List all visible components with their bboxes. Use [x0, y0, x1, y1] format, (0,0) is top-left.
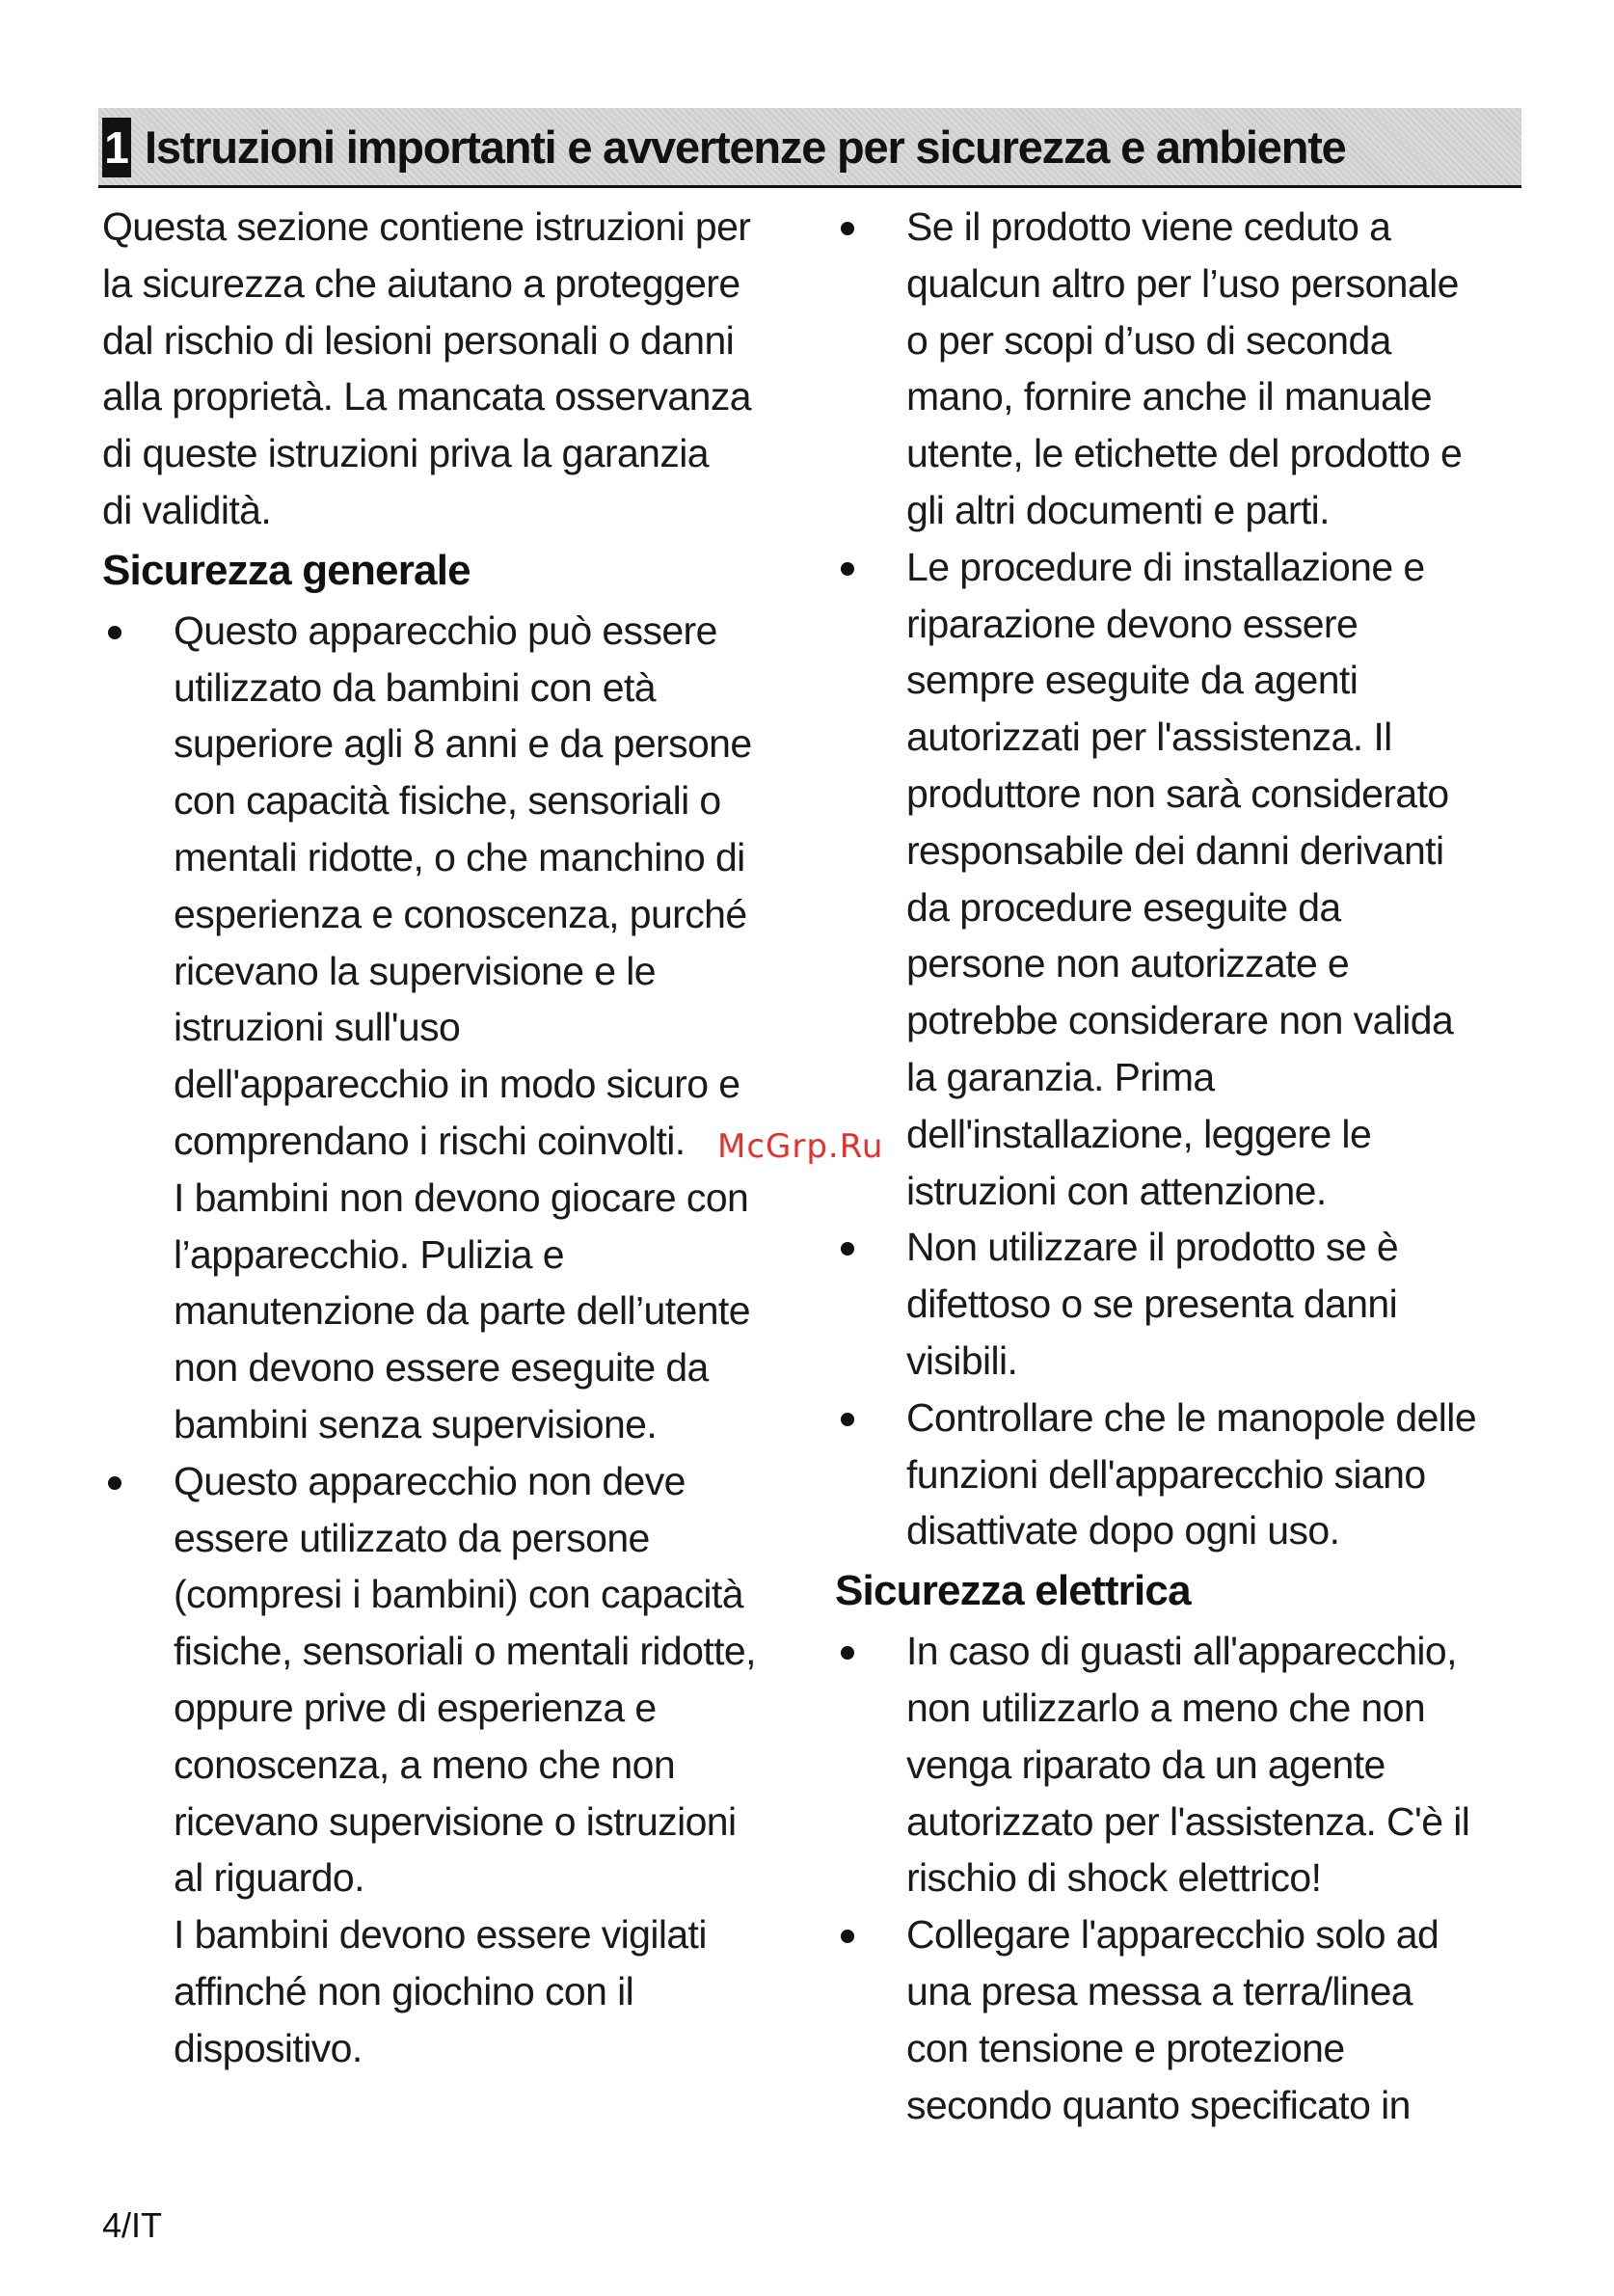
- list-item: Questo apparecchio può essere utilizzato da bambini con età superiore agli 8 anni e da persone con capacità fisiche, sensoriali o mentali ridotte, o che manchino di esperienza e conoscenza, purché ricevano la supervisione e le istruzioni sull'uso dell'apparecchio in modo sicuro e comprendano i rischi coinvolti. I bambini non devono giocare con l’apparecchio. Pulizia e manutenzione da parte dell’utente non devono essere eseguite da bambini senza supervisione.: [102, 603, 796, 1453]
- intro-paragraph: Questa sezione contiene istruzioni per la sicurezza che aiutano a proteggere dal rischio di lesioni personali o danni alla proprietà. La mancata osservanza di queste istruzioni priva la garanzia di validità.: [102, 204, 751, 532]
- electrical-safety-list: [835, 1623, 1525, 2133]
- section-title: Istruzioni importanti e avvertenze per sicurezza e ambiente: [145, 122, 1346, 173]
- watermark-text: McGrp.Ru: [717, 1127, 884, 1166]
- general-safety-heading: Sicurezza generale: [102, 546, 471, 594]
- left-column: [102, 199, 796, 2077]
- list-item: Le procedure di installazione e riparazione devono essere sempre eseguite da agenti autorizzati per l'assistenza. Il produttore non sarà considerato responsabile dei danni derivanti da procedure eseguite da persone non autorizzate e potrebbe considerare non valida la garanzia. Prima dell'installazione, leggere le istruzioni con attenzione.: [835, 539, 1525, 1220]
- list-item: Collegare l'apparecchio solo ad una presa messa a terra/linea con tensione e protezione secondo quanto specificato in: [835, 1906, 1525, 2133]
- list-item: Questo apparecchio non deve essere utilizzato da persone (compresi i bambini) con capacità fisiche, sensoriali o mentali ridotte, oppure prive di esperienza e conoscenza, a meno che non ricevano supervisione o istruzioni al riguardo. I bambini devono essere vigilati affinché non giochino con il dispositivo.: [102, 1453, 796, 2077]
- list-item: Controllare che le manopole delle funzioni dell'apparecchio siano disattivate dopo ogni uso.: [835, 1390, 1525, 1559]
- list-item: Non utilizzare il prodotto se è difettoso o se presenta danni visibili.: [835, 1219, 1525, 1389]
- general-safety-list: [102, 603, 796, 2077]
- list-item: In caso di guasti all'apparecchio, non utilizzarlo a meno che non venga riparato da un agente autorizzato per l'assistenza. C'è il rischio di shock elettrico!: [835, 1623, 1525, 1906]
- list-item: Se il prodotto viene ceduto a qualcun altro per l’uso personale o per scopi d’uso di seconda mano, fornire anche il manuale utente, le etichette del prodotto e gli altri documenti e parti.: [835, 199, 1525, 539]
- right-column: [835, 199, 1525, 2133]
- page-number: 4/IT: [102, 2205, 163, 2245]
- section-header: [98, 108, 1521, 188]
- section-number-badge: 1: [102, 118, 131, 177]
- general-safety-list-continued: [835, 199, 1525, 1559]
- electrical-safety-heading: Sicurezza elettrica: [835, 1567, 1191, 1615]
